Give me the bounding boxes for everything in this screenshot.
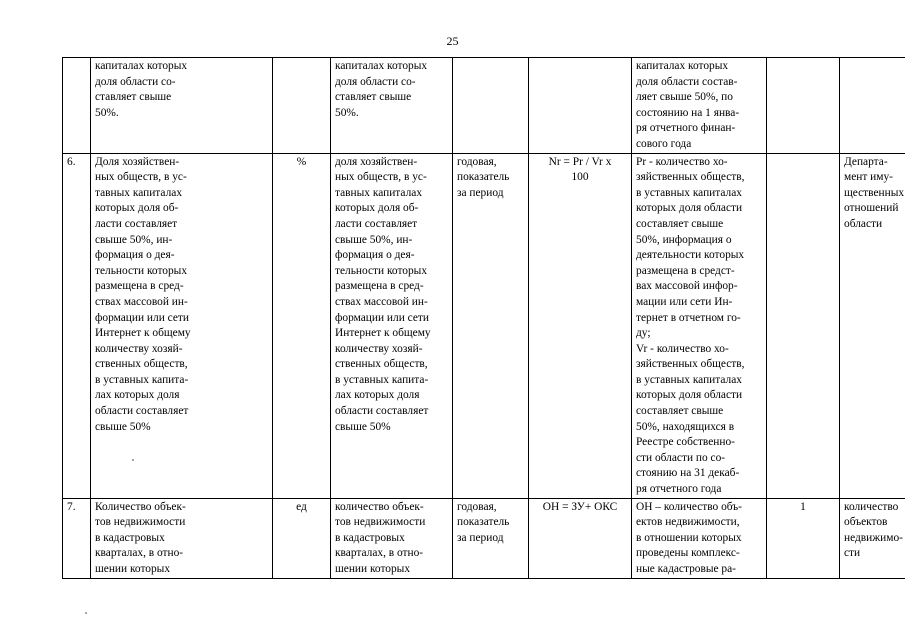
responsible-body-line: Департа- xyxy=(844,155,888,168)
indicator-definition-line: ствах массовой ин- xyxy=(335,295,428,308)
indicator-definition-line: доля хозяйствен- xyxy=(335,155,418,168)
variable-descriptions xyxy=(632,153,767,498)
variable-descriptions-line: в отношении которых xyxy=(636,531,742,544)
indicator-name-line: области составляет xyxy=(95,405,189,418)
indicator-name-line: ственных обществ, xyxy=(95,358,188,371)
row-number xyxy=(63,58,91,154)
indicator-name-line: Количество объек- xyxy=(95,500,186,513)
indicator-name-line: в кадастровых xyxy=(95,531,165,544)
row-number: 7. xyxy=(63,498,91,578)
periodicity xyxy=(453,58,529,154)
indicator-definition-line: в уставных капита- xyxy=(335,373,429,386)
indicator-name-line: формация о дея- xyxy=(95,249,175,262)
indicator-definition-line: тавных капиталах xyxy=(335,186,423,199)
data-source xyxy=(767,153,840,498)
page-number: 25 xyxy=(446,34,459,48)
indicator-name-line: лах которых доля xyxy=(95,389,180,402)
variable-descriptions-line: сового года xyxy=(636,137,692,150)
variable-descriptions-line: деятельности которых xyxy=(636,249,745,262)
indicator-definition-line: шении которых xyxy=(335,563,411,575)
indicator-definition-line: Интернет к общему xyxy=(335,327,431,340)
variable-descriptions-line: составляет свыше xyxy=(636,405,724,418)
variable-descriptions-line: ляет свыше 50%, по xyxy=(636,91,733,104)
indicator-definition-line: формация о дея- xyxy=(335,249,415,262)
responsible-body-line: объектов xyxy=(844,516,888,529)
variable-descriptions-line: Реестре собственно- xyxy=(636,436,735,449)
indicator-definition-line: лах которых доля xyxy=(335,389,420,402)
responsible-body xyxy=(840,58,905,154)
responsible-body-line: количество xyxy=(844,500,899,513)
indicator-definition-line: ласти составляет xyxy=(335,217,418,230)
periodicity-line: показатель xyxy=(457,516,510,529)
data-source: 1 xyxy=(767,498,840,578)
indicator-name-line: свыше 50%, ин- xyxy=(95,233,173,246)
responsible-body-line: сти xyxy=(844,547,861,560)
indicator-name-line: ствах массовой ин- xyxy=(95,295,188,308)
indicator-name-line: ных обществ, в ус- xyxy=(95,171,187,184)
variable-descriptions-line: состоянию на 1 янва- xyxy=(636,106,740,119)
unit-of-measure: % xyxy=(273,153,331,498)
calculation-formula xyxy=(529,498,632,578)
indicator-table xyxy=(62,57,905,579)
indicator-definition-line: в кадастровых xyxy=(335,531,405,544)
indicator-name-line: ставляет свыше xyxy=(95,91,172,104)
indicator-definition xyxy=(331,153,453,498)
indicator-name-line: тельности которых xyxy=(95,264,188,277)
responsible-body-line: области xyxy=(844,217,883,230)
indicator-name-line: Интернет к общему xyxy=(95,327,191,340)
responsible-body-line: мент иму- xyxy=(844,171,893,184)
indicator-definition-line: формации или сети xyxy=(335,311,429,324)
table-row xyxy=(63,498,905,578)
variable-descriptions-line: которых доля области xyxy=(636,202,743,215)
variable-descriptions-line: мации или сети Ин- xyxy=(636,295,733,308)
calculation-formula xyxy=(529,153,632,498)
variable-descriptions-line: ные кадастровые ра- xyxy=(636,563,736,575)
indicator-name xyxy=(91,498,273,578)
indicator-definition-line: кварталах, в отно- xyxy=(335,547,424,560)
variable-descriptions-line: Pr - количество хо- xyxy=(636,155,728,168)
variable-descriptions-line: в уставных капиталах xyxy=(636,186,742,199)
periodicity-line: годовая, xyxy=(457,500,497,513)
variable-descriptions-line: ОН – количество объ- xyxy=(636,500,742,513)
table-row xyxy=(63,58,905,154)
variable-descriptions-line: сти области по со- xyxy=(636,451,726,464)
indicator-name-line: 50%. xyxy=(95,106,119,119)
table-row xyxy=(63,153,905,498)
indicator-name xyxy=(91,58,273,154)
periodicity-line: годовая, xyxy=(457,155,497,168)
calculation-formula-line: 100 xyxy=(571,171,589,184)
variable-descriptions-line: доля области состав- xyxy=(636,75,738,88)
indicator-definition-line: тельности которых xyxy=(335,264,428,277)
calculation-formula xyxy=(529,58,632,154)
variable-descriptions-line: в уставных капиталах xyxy=(636,373,742,386)
indicator-name-line: Доля хозяйствен- xyxy=(95,155,180,168)
indicator-definition-line: доля области со- xyxy=(335,75,416,88)
indicator-definition-line: капиталах которых xyxy=(335,60,428,72)
variable-descriptions-line: зяйственных обществ, xyxy=(636,358,745,371)
periodicity xyxy=(453,498,529,578)
calculation-formula-line: ОН = ЗУ+ ОКС xyxy=(542,500,618,513)
indicator-name-line: в уставных капита- xyxy=(95,373,189,386)
responsible-body xyxy=(840,153,905,498)
periodicity xyxy=(453,153,529,498)
scan-speck xyxy=(85,612,87,614)
indicator-definition-line: 50%. xyxy=(335,106,359,119)
data-source xyxy=(767,58,840,154)
unit-of-measure: ед xyxy=(273,498,331,578)
indicator-name-line: ласти составляет xyxy=(95,217,178,230)
indicator-name-line: доля области со- xyxy=(95,75,176,88)
variable-descriptions-line: ектов недвижимости, xyxy=(636,516,740,529)
responsible-body xyxy=(840,498,905,578)
indicator-definition-line: области составляет xyxy=(335,405,429,418)
indicator-name-line: свыше 50% xyxy=(95,420,151,433)
indicator-definition-line: ственных обществ, xyxy=(335,358,428,371)
indicator-name-line: тов недвижимости xyxy=(95,516,186,529)
variable-descriptions-line: составляет свыше xyxy=(636,217,724,230)
periodicity-line: за период xyxy=(457,531,504,544)
variable-descriptions-line: ря отчетного финан- xyxy=(636,122,736,135)
variable-descriptions-line: стоянию на 31 декаб- xyxy=(636,467,740,480)
responsible-body-line: недвижимо- xyxy=(844,531,903,544)
indicator-name-line: количеству хозяй- xyxy=(95,342,183,355)
indicator-name xyxy=(91,153,273,498)
variable-descriptions-line: Vr - количество хо- xyxy=(636,342,729,355)
indicator-definition-line: размещена в сред- xyxy=(335,280,424,293)
responsible-body-line: щественных xyxy=(844,186,905,199)
indicator-name-line: формации или сети xyxy=(95,311,189,324)
variable-descriptions-line: тернет в отчетном го- xyxy=(636,311,741,324)
variable-descriptions xyxy=(632,58,767,154)
variable-descriptions-line: капиталах которых xyxy=(636,60,729,72)
indicator-definition-line: которых доля об- xyxy=(335,202,419,215)
indicator-definition-line: количество объек- xyxy=(335,500,424,513)
indicator-name-line: шении которых xyxy=(95,563,171,575)
variable-descriptions-line: ду; xyxy=(636,327,651,340)
variable-descriptions-line: зяйственных обществ, xyxy=(636,171,745,184)
indicator-name-line: размещена в сред- xyxy=(95,280,184,293)
variable-descriptions-line: вах массовой инфор- xyxy=(636,280,738,293)
indicator-definition-line: тов недвижимости xyxy=(335,516,426,529)
indicator-definition-line: свыше 50% xyxy=(335,420,391,433)
variable-descriptions-line: размещена в средст- xyxy=(636,264,735,277)
indicator-name-line: капиталах которых xyxy=(95,60,188,72)
variable-descriptions-line: проведены комплекс- xyxy=(636,547,740,560)
indicator-definition-line: количеству хозяй- xyxy=(335,342,423,355)
indicator-name-line: тавных капиталах xyxy=(95,186,183,199)
variable-descriptions-line: которых доля области xyxy=(636,389,743,402)
indicator-name-line: которых доля об- xyxy=(95,202,179,215)
periodicity-line: показатель xyxy=(457,171,510,184)
unit-of-measure xyxy=(273,58,331,154)
variable-descriptions-line: ря отчетного года xyxy=(636,483,722,496)
scan-speck xyxy=(132,459,134,461)
responsible-body-line: отношений xyxy=(844,202,899,215)
variable-descriptions-line: 50%, информация о xyxy=(636,233,732,246)
variable-descriptions-line: 50%, находящихся в xyxy=(636,420,735,433)
periodicity-line: за период xyxy=(457,186,504,199)
indicator-definition xyxy=(331,498,453,578)
indicator-definition-line: свыше 50%, ин- xyxy=(335,233,413,246)
indicator-name-line: кварталах, в отно- xyxy=(95,547,184,560)
indicator-definition xyxy=(331,58,453,154)
row-number: 6. xyxy=(63,153,91,498)
calculation-formula-line: Nr = Pr / Vr x xyxy=(548,155,612,168)
indicator-definition-line: ных обществ, в ус- xyxy=(335,171,427,184)
variable-descriptions xyxy=(632,498,767,578)
indicator-definition-line: ставляет свыше xyxy=(335,91,412,104)
